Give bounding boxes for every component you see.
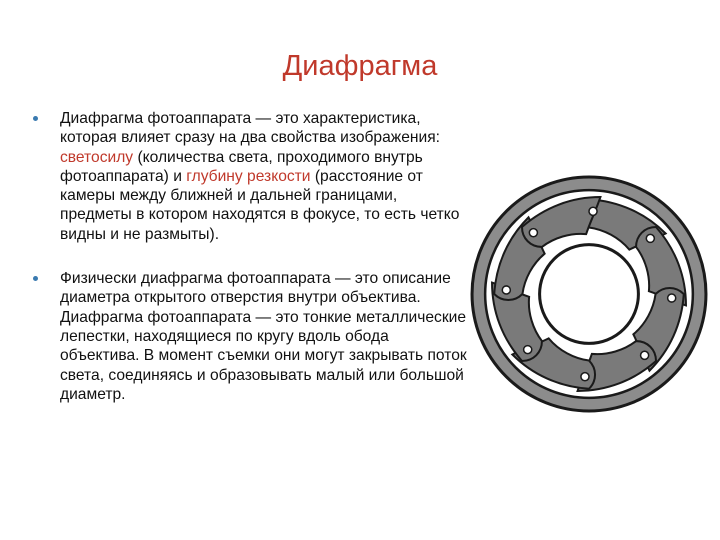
bullet-list <box>30 109 470 404</box>
term-depth-of-field: глубину резкости <box>186 167 311 185</box>
bullet-text-part: (расстояние от камеры между ближней и дальней границами, предметы в котором находятся в фокусе, то есть четко видны и не размыты). <box>60 167 460 243</box>
bullet-text: Физически диафрагма фотоаппарата — это описание диаметра открытого отверстия внутри объектива. Диафрагма фотоаппарата — это тонкие металлические лепестки, находящиеся по кругу вдоль обода объектива. В момент съемки они могут закрывать поток света, соединяясь и образовывать малый или большой диаметр. <box>60 270 467 403</box>
bullet-text-part: Диафрагма фотоаппарата — это характеристика, которая влияет сразу на два свойства изображения: <box>60 110 440 147</box>
bullet-item-physical <box>30 269 470 404</box>
blade-pivot <box>502 286 510 294</box>
blade-pivot <box>589 207 597 215</box>
bullet-dot <box>33 276 38 281</box>
bullet-dot <box>33 116 38 121</box>
blade-pivot <box>668 294 676 302</box>
aperture-diaphragm-illustration <box>468 173 710 415</box>
slide-title: Диафрагма <box>282 50 438 82</box>
blade-pivot <box>581 373 589 381</box>
aperture-opening <box>540 245 639 344</box>
bullet-text-part: (количества света, проходимого внутрь фотоаппарата) и <box>60 148 423 185</box>
term-aperture-ratio: светосилу <box>60 148 134 166</box>
bullet-item-definition <box>30 109 470 244</box>
